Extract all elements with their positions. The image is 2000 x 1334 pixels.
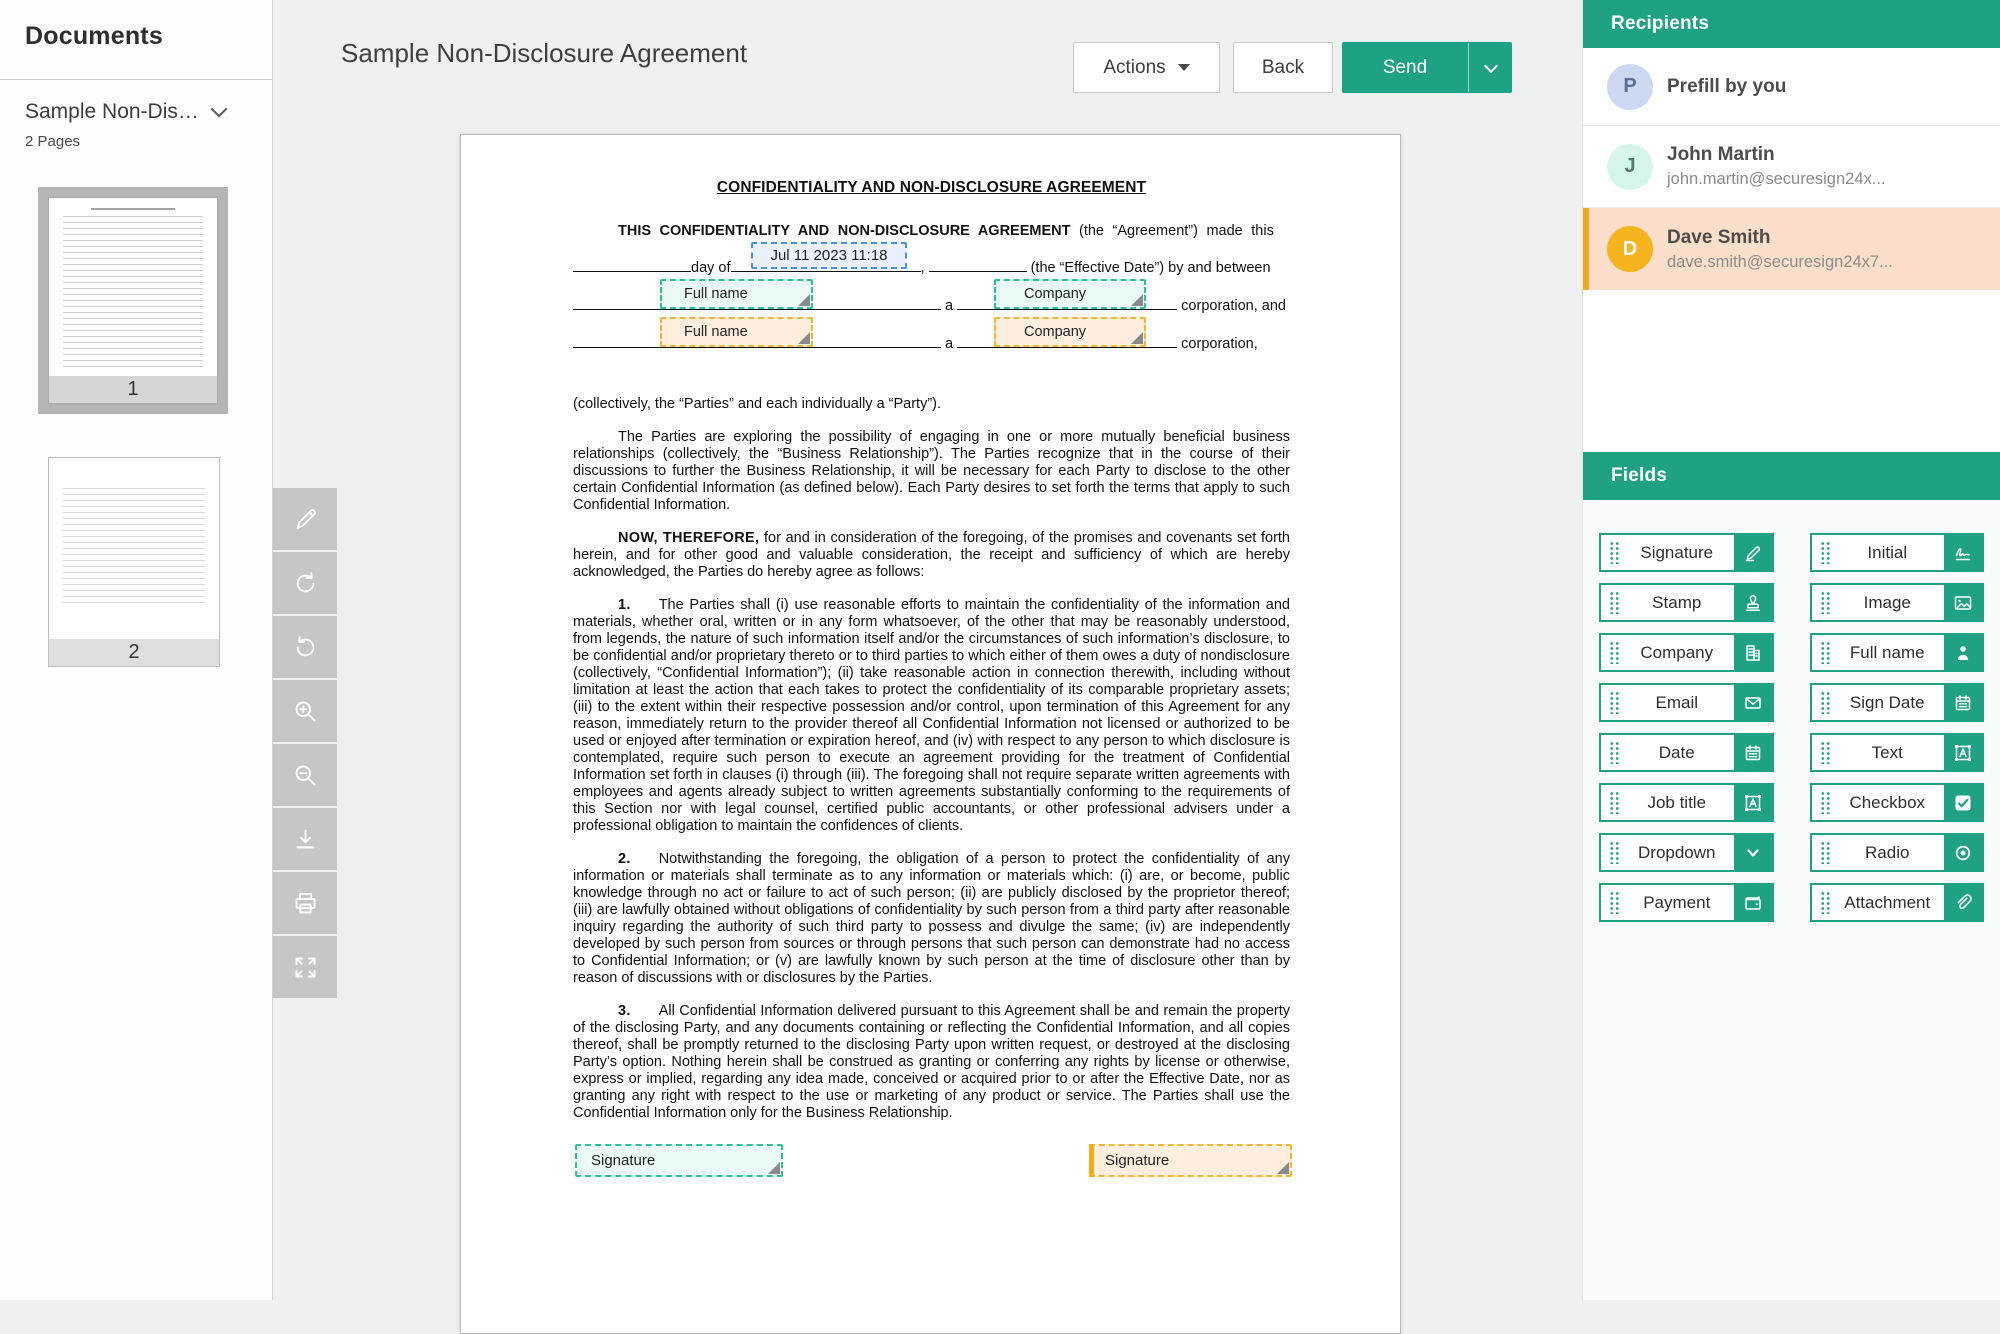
intro-rest-text: (the “Agreement”) made this [1079, 223, 1274, 239]
recipient-email: john.martin@securesign24x... [1667, 170, 1886, 188]
field-signature[interactable]: Signature [1599, 533, 1774, 572]
drag-handle-icon [1609, 641, 1620, 664]
actions-button-label: Actions [1103, 56, 1166, 78]
drag-handle-icon [1609, 791, 1620, 814]
recipients-header: Recipients [1583, 0, 2000, 48]
company-field-chip-signer2[interactable] [994, 317, 1146, 347]
recipient-name: John Martin [1667, 144, 1775, 165]
field-company[interactable]: Company [1599, 633, 1774, 672]
pen-corner-icon [798, 332, 810, 344]
drag-handle-icon [1609, 591, 1620, 614]
back-button-label: Back [1261, 56, 1305, 78]
document-page[interactable] [460, 134, 1401, 1334]
field-checkbox[interactable]: Checkbox [1810, 783, 1985, 822]
text-frame-icon [1743, 793, 1763, 813]
drag-handle-icon [1609, 741, 1620, 764]
drag-handle-icon [1609, 891, 1620, 914]
field-radio[interactable]: Radio [1810, 833, 1985, 872]
fullname-field-label: Full name [684, 285, 748, 302]
zoom-in-icon [292, 698, 319, 725]
document-paragraph: The Parties are exploring the possibility of engaging in one or more mutually beneficial business relationships (collectively, the “Business Relationship”). The Parties recognize that in the course of their discussions to further the Business Relationship, it will be necessary for each Party to disclose to the other certain Confidential Information (as defined below). Each Party desires to set forth the terms that apply to such Confidential Information. [573, 429, 1290, 513]
recipient-email: dave.smith@securesign24x7... [1667, 252, 1893, 271]
dayof-text: day of [691, 260, 731, 276]
drag-handle-icon [1820, 641, 1831, 664]
signature-field-chip-signer2[interactable] [1089, 1144, 1292, 1177]
image-icon [1953, 593, 1973, 613]
radio-icon [1953, 843, 1973, 863]
field-fullname[interactable]: Full name [1810, 633, 1985, 672]
chevron-down-icon [210, 101, 227, 118]
paragraph-text: The Parties shall (i) use reasonable efforts to maintain the confidentiality of the information and materials, whether oral, written or in any form whatsoever, of the other that may be reasonably understood, from legends, the nature of such information itself and/or the circumstances of such information’s disclosure, to be confidential and/or proprietary thereto or to third parties to which either of them owes a duty of nondisclosure (collectively, “Confidential Information”); (ii) take reasonable action in connection therewith, including without limitation at least the action that each takes to protect the confidentiality of its comparable proprietary assets; (iii) to the extent within their respective possession and/or control, upon termination of this Agreement for any reason, immediately return to the provider thereof all Confidential Information not licensed or authorized to be used or enjoyed after termination or expiration hereof, and (iv) with respect to any person to which disclosure is contemplated, require such person to execute an agreement providing for the treatment of Confidential Information set forth in clauses (i) through (iii). The foregoing shall not require separate written agreements with employees and agents already subject to written agreements substantially conforming to the requirements of this Section nor with legal counsel, certified public accountants, or other professional advisers under a professional obligation to maintain the confidences of clients. [573, 597, 1290, 834]
effective-date-text: (the “Effective Date”) by and between [1030, 260, 1271, 276]
zoom-out-button[interactable] [273, 744, 337, 806]
pen-corner-icon [768, 1162, 780, 1174]
rotate-counterclockwise-button[interactable] [273, 616, 337, 678]
a-text: a [945, 298, 954, 314]
main-area [274, 0, 1582, 1300]
chevron-down-icon [1743, 843, 1763, 863]
print-icon [292, 890, 319, 917]
document-paragraph [573, 1003, 1290, 1122]
document-selector [0, 80, 272, 150]
recipient-john-martin[interactable] [1583, 126, 2000, 208]
drag-handle-icon [1820, 741, 1831, 764]
thumbnail-text-preview [63, 488, 205, 606]
drag-handle-icon [1820, 791, 1831, 814]
fullname-field-chip-signer2[interactable] [660, 317, 813, 347]
signature-field-chip-signer1[interactable] [575, 1144, 783, 1177]
drag-handle-icon [1820, 591, 1831, 614]
paragraph-number: 3. [618, 1003, 631, 1019]
edit-button[interactable] [273, 488, 337, 550]
drag-handle-icon [1609, 691, 1620, 714]
fullname-field-chip-signer1[interactable] [660, 279, 813, 309]
paperclip-icon [1953, 893, 1973, 913]
email-icon [1743, 693, 1763, 713]
pen-corner-icon [1277, 1162, 1289, 1174]
page-thumbnail-2[interactable] [48, 457, 220, 667]
send-button-group [1342, 42, 1512, 93]
zoom-out-icon [292, 762, 319, 789]
field-initial[interactable]: Initial [1810, 533, 1985, 572]
recipient-name: Prefill by you [1667, 75, 1787, 97]
a-text: a [945, 336, 954, 352]
field-image[interactable]: Image [1810, 583, 1985, 622]
pen-corner-icon [798, 294, 810, 306]
pencil-icon [292, 506, 319, 533]
drag-handle-icon [1820, 541, 1831, 564]
paragraph-lead: NOW, THEREFORE, [618, 530, 760, 546]
intro-bold-text: THIS CONFIDENTIALITY AND NON-DISCLOSURE AGREEMENT [618, 223, 1071, 239]
field-jobtitle[interactable]: Job title [1599, 783, 1774, 822]
field-payment[interactable]: Payment [1599, 883, 1774, 922]
company-field-chip-signer1[interactable] [994, 279, 1146, 309]
documents-sidebar [0, 0, 273, 1300]
field-dropdown[interactable]: Dropdown [1599, 833, 1774, 872]
document-paragraph [573, 530, 1290, 581]
pen-corner-icon [1131, 294, 1143, 306]
field-signdate[interactable]: Sign Date [1810, 683, 1985, 722]
download-icon [292, 826, 319, 853]
recipient-prefill[interactable] [1583, 48, 2000, 126]
fields-palette [1583, 500, 2000, 1300]
calendar-icon [1743, 743, 1763, 763]
fields-header: Fields [1583, 452, 2000, 500]
back-button[interactable] [1233, 42, 1333, 93]
download-button[interactable] [273, 808, 337, 870]
wallet-icon [1743, 893, 1763, 913]
person-icon [1953, 643, 1973, 663]
print-button[interactable] [273, 872, 337, 934]
recipient-dave-smith[interactable] [1583, 208, 2000, 290]
corporation-text: corporation, [1181, 336, 1258, 352]
text-frame-icon [1953, 743, 1973, 763]
field-date[interactable]: Date [1599, 733, 1774, 772]
document-paragraph [573, 851, 1290, 987]
drag-handle-icon [1609, 541, 1620, 564]
signature-row [573, 1144, 1290, 1184]
company-icon [1743, 643, 1763, 663]
drag-handle-icon [1609, 841, 1620, 864]
document-name: Sample Non-Dis… [25, 100, 199, 123]
company-field-label: Company [1024, 285, 1087, 302]
caret-down-icon [1178, 64, 1190, 71]
document-paragraph: (collectively, the “Parties” and each individually a “Party”). [573, 396, 942, 412]
recipient-name: Dave Smith [1667, 226, 1771, 248]
page-title: Sample Non-Disclosure Agreement [341, 38, 748, 68]
pages-count-label: 2 Pages [25, 133, 81, 150]
page-thumbnail-1[interactable] [38, 187, 228, 414]
fullscreen-icon [292, 954, 319, 981]
fullscreen-button[interactable] [273, 936, 337, 998]
document-intro-line [573, 223, 1290, 240]
send-button[interactable] [1342, 42, 1468, 93]
paragraph-number: 1. [618, 597, 631, 613]
paragraph-number: 2. [618, 851, 631, 867]
paragraph-text: Notwithstanding the foregoing, the obligation of a person to protect the confidentiality of any information or materials shall terminate as to any information or materials which: (i) are, or become, public knowledge through no act or failure to act of such person; (ii) are publicly disclosed by the proprietor thereof; (iii) are lawfully obtained without obligations of confidentiality by such person from a third party after reasonable inquiry regarding the authority of such third party to possess and divulge the same; (iv) are independently developed by such person from sources or through persons that such person can demonstrate had no access to Confidential Information; or (v) are lawfully known by such person at the time of disclosure other than by reason of discussions with or disclosures by the Parties. [573, 851, 1290, 986]
company-field-label: Company [1024, 323, 1087, 340]
page-number-badge: 2 [49, 639, 219, 666]
fullname-field-label: Full name [684, 323, 748, 340]
zoom-in-button[interactable] [273, 680, 337, 742]
document-toolbar [273, 488, 337, 1000]
field-email[interactable]: Email [1599, 683, 1774, 722]
stamp-icon [1743, 593, 1763, 613]
avatar: P [1607, 64, 1653, 110]
field-attachment[interactable]: Attachment [1810, 883, 1985, 922]
paragraph-text: for and in consideration of the foregoing, of the promises and covenants set forth herein, and for other good and valuable consideration, the receipt and sufficiency of which are hereby acknowledged, the Parties do hereby agree as follows: [573, 530, 1290, 580]
signature-field-label: Signature [1105, 1152, 1170, 1169]
calendar-icon [1953, 693, 1973, 713]
send-button-label: Send [1382, 56, 1428, 78]
chevron-down-icon [1483, 58, 1497, 72]
drag-handle-icon [1820, 891, 1831, 914]
rotate-counterclockwise-icon [292, 634, 319, 661]
sidebar-header [0, 0, 272, 80]
send-options-button[interactable] [1469, 42, 1512, 93]
rotate-clockwise-icon [292, 570, 319, 597]
date-field-chip[interactable] [751, 242, 907, 269]
checkbox-icon [1953, 793, 1973, 813]
document-paragraph [573, 597, 1290, 835]
field-text[interactable]: Text [1810, 733, 1985, 772]
thumbnail-text-preview [63, 216, 203, 369]
paragraph-text: All Confidential Information delivered pursuant to this Agreement shall be and remain the property of the disclosing Party, and any documents containing or reflecting the Confidential Information, and all copies thereof, shall be promptly returned to the disclosing Party upon written request, or destroyed at the disclosing Party’s option. Nothing herein shall be construed as granting or conferring any rights by license or otherwise, express or implied, regarding any idea made, conceived or acquired prior to or after the Effective Date, nor as granting any right with respect to the use or marketing of any product or service. The Parties shall use the Confidential Information only for the Business Relationship. [573, 1003, 1290, 1121]
document-title: CONFIDENTIALITY AND NON-DISCLOSURE AGREEMENT [716, 179, 1147, 196]
page-number-badge: 1 [49, 376, 217, 403]
comma-text: , [920, 260, 925, 276]
document-selector-toggle[interactable] [25, 100, 272, 124]
signature-icon [1743, 543, 1763, 563]
field-stamp[interactable]: Stamp [1599, 583, 1774, 622]
signature-field-label: Signature [591, 1152, 656, 1169]
document-dayof-line [573, 259, 1290, 277]
drag-handle-icon [1820, 691, 1831, 714]
right-sidebar [1582, 0, 2000, 1300]
document-fillin-section [573, 223, 1290, 373]
date-field-value: Jul 11 2023 11:18 [770, 247, 888, 264]
corporation-and-text: corporation, and [1181, 298, 1286, 314]
initial-icon [1953, 543, 1973, 563]
rotate-clockwise-button[interactable] [273, 552, 337, 614]
actions-button[interactable] [1073, 42, 1220, 93]
avatar: J [1607, 144, 1653, 190]
avatar: D [1607, 226, 1653, 272]
drag-handle-icon [1820, 841, 1831, 864]
sidebar-title: Documents [25, 22, 163, 50]
pen-corner-icon [1131, 332, 1143, 344]
thumbnail-page [48, 197, 218, 404]
